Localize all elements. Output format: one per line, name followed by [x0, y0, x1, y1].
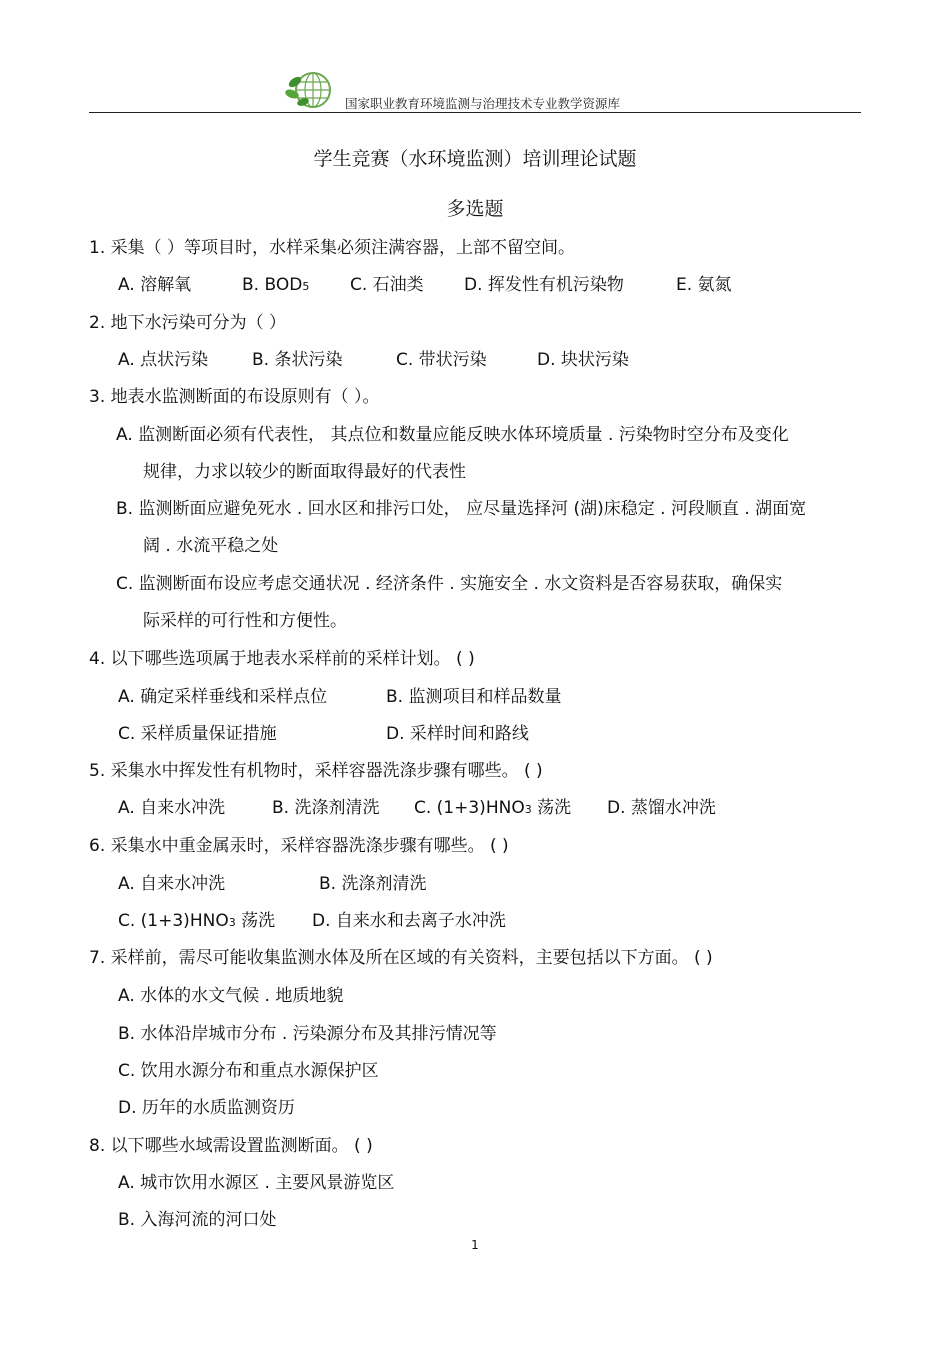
page-number: 1	[471, 1238, 479, 1252]
q5-option-a: A. 自来水冲洗	[118, 798, 226, 818]
q2-option-d: D. 块状污染	[537, 350, 629, 370]
q4-option-d: D. 采样时间和路线	[386, 724, 529, 744]
question-5: 5. 采集水中挥发性有机物时，采样容器洗涤步骤有哪些。 ( )	[89, 761, 543, 781]
q6-option-c: C. (1+3)HNO3 荡洗	[118, 911, 276, 931]
question-1: 1. 采集（ ）等项目时，水样采集必须注满容器，上部不留空间。	[89, 238, 576, 258]
q6-option-a: A. 自来水冲洗	[118, 874, 226, 894]
question-2: 2. 地下水污染可分为（ ）	[89, 313, 287, 333]
question-6: 6. 采集水中重金属汞时，采样容器洗涤步骤有哪些。 ( )	[89, 836, 509, 856]
q2-option-b: B. 条状污染	[252, 350, 343, 370]
q2-option-a: A. 点状污染	[118, 350, 209, 370]
q3-option-c-cont: 际采样的可行性和方便性。	[143, 611, 347, 631]
q3-option-a-cont: 规律，力求以较少的断面取得最好的代表性	[143, 462, 466, 482]
q7-option-a: A. 水体的水文气候 . 地质地貌	[118, 986, 344, 1006]
q7-option-d: D. 历年的水质监测资历	[118, 1098, 295, 1118]
q4-option-b: B. 监测项目和样品数量	[386, 687, 562, 707]
q6-option-b: B. 洗涤剂清洗	[319, 874, 427, 894]
section-title: 多选题	[446, 198, 504, 220]
question-3: 3. 地表水监测断面的布设原则有（ ）。	[89, 387, 380, 407]
q8-option-a: A. 城市饮用水源区 . 主要风景游览区	[118, 1173, 395, 1193]
q1-option-e: E. 氨氮	[676, 275, 732, 295]
q3-option-b: B. 监测断面应避免死水 . 回水区和排污口处， 应尽量选择河 (湖)床稳定 . 河段顺直 . 湖面宽	[116, 499, 807, 519]
q1-option-b: B. BOD5	[242, 275, 310, 295]
q6-option-d: D. 自来水和去离子水冲洗	[312, 911, 506, 931]
q3-option-a: A. 监测断面必须有代表性， 其点位和数量应能反映水体环境质量 . 污染物时空分布及变化	[116, 425, 789, 445]
question-8: 8. 以下哪些水域需设置监测断面。 ( )	[89, 1136, 373, 1156]
q5-option-b: B. 洗涤剂清洗	[272, 798, 380, 818]
q5-option-d: D. 蒸馏水冲洗	[607, 798, 716, 818]
q1-option-c: C. 石油类	[350, 275, 424, 295]
q3-option-c: C. 监测断面布设应考虑交通状况 . 经济条件 . 实施安全 . 水文资料是否容易获取，确保实	[116, 574, 783, 594]
document-title: 学生竞赛（水环境监测）培训理论试题	[313, 148, 637, 170]
question-4: 4. 以下哪些选项属于地表水采样前的采样计划。 ( )	[89, 649, 475, 669]
q3-option-b-cont: 阔 . 水流平稳之处	[143, 536, 279, 556]
q1-option-d: D. 挥发性有机污染物	[464, 275, 624, 295]
question-7: 7. 采样前，需尽可能收集监测水体及所在区域的有关资料，主要包括以下方面。 ( )	[89, 948, 713, 968]
page-header	[0, 60, 950, 115]
header-title: 国家职业教育环境监测与治理技术专业教学资源库	[345, 96, 621, 111]
q4-option-a: A. 确定采样垂线和采样点位	[118, 687, 328, 707]
q7-option-b: B. 水体沿岸城市分布 . 污染源分布及其排污情况等	[118, 1024, 497, 1044]
q2-option-c: C. 带状污染	[396, 350, 487, 370]
q4-option-c: C. 采样质量保证措施	[118, 724, 277, 744]
q8-option-b: B. 入海河流的河口处	[118, 1210, 277, 1230]
green-leaf-globe-logo	[283, 68, 335, 112]
q7-option-c: C. 饮用水源分布和重点水源保护区	[118, 1061, 379, 1081]
q1-option-a: A. 溶解氧	[118, 275, 192, 295]
header-divider	[89, 112, 861, 113]
q5-option-c: C. (1+3)HNO3 荡洗	[414, 798, 572, 818]
